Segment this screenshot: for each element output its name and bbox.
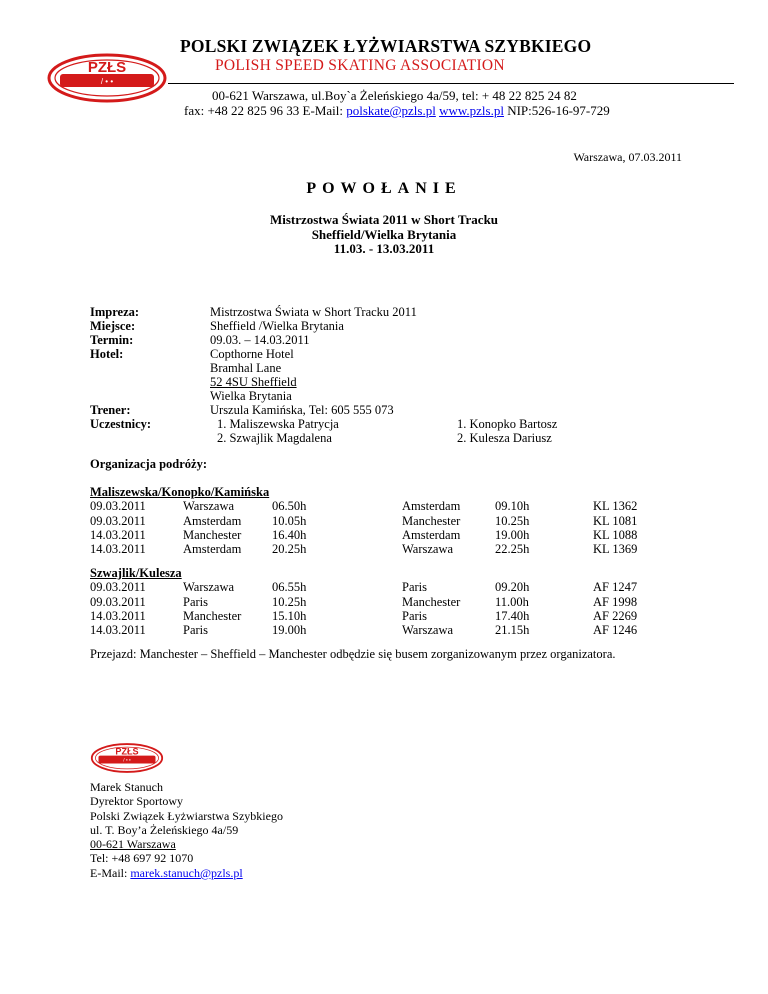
travel-cell: Amsterdam bbox=[183, 542, 242, 557]
travel-cell: KL 1369 bbox=[593, 542, 638, 557]
signatory-role: Dyrektor Sportowy bbox=[90, 794, 183, 809]
travel-cell: 17.40h bbox=[495, 608, 530, 623]
signatory-tel: Tel: +48 697 92 1070 bbox=[90, 851, 194, 866]
signature-logo bbox=[90, 742, 164, 774]
travel-cell: 09.20h bbox=[495, 580, 530, 595]
travel-cell: 09.03.2011 bbox=[90, 594, 146, 609]
travel-cell: Warszawa bbox=[183, 499, 235, 514]
signature-block bbox=[90, 780, 283, 880]
travel-cell: Amsterdam bbox=[402, 527, 461, 542]
travel-cell: Warszawa bbox=[402, 623, 454, 638]
termin-value: 09.03. – 14.03.2011 bbox=[210, 333, 310, 347]
website-link[interactable]: www.pzls.pl bbox=[439, 103, 504, 118]
logo-text: PZŁS bbox=[87, 59, 127, 76]
travel-cell: AF 1247 bbox=[593, 580, 638, 595]
participant-right-1: 1. Konopko Bartosz bbox=[457, 417, 558, 431]
address-line: 00-621 Warszawa, ul.Boy`a Żeleńskiego 4a/59, tel: + 48 22 825 24 82 bbox=[212, 88, 577, 103]
org-title: POLSKI ZWIĄZEK ŁYŻWIARSTWA SZYBKIEGO bbox=[180, 36, 592, 56]
hotel-postcode: 52 4SU Sheffield bbox=[210, 375, 297, 389]
signature-logo-text: PZŁS bbox=[115, 746, 139, 757]
signatory-email-label: E-Mail: bbox=[90, 865, 131, 880]
impreza-label: Impreza: bbox=[90, 305, 140, 319]
travel-cell: 16.40h bbox=[272, 527, 307, 542]
travel-cell: KL 1362 bbox=[593, 499, 638, 514]
hotel-name: Copthorne Hotel bbox=[210, 347, 294, 361]
travel-cell: 19.00h bbox=[272, 623, 307, 638]
travel-cell: 10.05h bbox=[272, 513, 307, 528]
hotel-label: Hotel: bbox=[90, 347, 124, 361]
travel-cell: Manchester bbox=[402, 513, 461, 528]
participant-left-2: 2. Szwajlik Magdalena bbox=[217, 431, 332, 445]
hotel-street: Bramhal Lane bbox=[210, 361, 282, 375]
termin-label: Termin: bbox=[90, 333, 134, 347]
impreza-value: Mistrzostwa Świata w Short Tracku 2011 bbox=[210, 305, 417, 319]
travel-section-title: Organizacja podróży: bbox=[90, 457, 207, 471]
travel-cell: KL 1088 bbox=[593, 527, 638, 542]
signatory-name: Marek Stanuch bbox=[90, 780, 163, 794]
travel-cell: AF 1998 bbox=[593, 594, 638, 609]
travel-cell: 10.25h bbox=[272, 594, 307, 609]
travel-cell: 09.03.2011 bbox=[90, 499, 146, 514]
transport-note: Przejazd: Manchester – Sheffield – Manchester odbędzie się busem zorganizowanym przez organizatora. bbox=[90, 647, 616, 661]
travel-cell: 22.25h bbox=[495, 542, 530, 557]
nip-text: NIP:526-16-97-729 bbox=[503, 103, 610, 118]
travel-cell: 10.25h bbox=[495, 513, 530, 528]
svg-text:/ • •: / • • bbox=[123, 758, 131, 764]
svg-text:/ • •: / • • bbox=[100, 77, 114, 86]
pzls-logo bbox=[46, 52, 168, 104]
travel-cell: 15.10h bbox=[272, 608, 307, 623]
event-dates: 11.03. - 13.03.2011 bbox=[333, 241, 435, 256]
travel-cell: AF 1246 bbox=[593, 623, 638, 638]
travel-cell: Amsterdam bbox=[402, 499, 461, 514]
miejsce-label: Miejsce: bbox=[90, 319, 136, 333]
document-date: Warszawa, 07.03.2011 bbox=[573, 150, 682, 164]
org-subtitle: POLISH SPEED SKATING ASSOCIATION bbox=[215, 57, 505, 74]
travel-group-title: Maliszewska/Konopko/Kamińska bbox=[90, 485, 270, 499]
travel-cell: Manchester bbox=[183, 527, 242, 542]
signatory-street: ul. T. Boy’a Żeleńskiego 4a/59 bbox=[90, 822, 239, 837]
travel-cell: Amsterdam bbox=[183, 513, 242, 528]
uczestnicy-label: Uczestnicy: bbox=[90, 417, 152, 431]
travel-cell: 06.55h bbox=[272, 580, 307, 595]
travel-cell: Warszawa bbox=[402, 542, 454, 557]
travel-cell: Paris bbox=[183, 594, 208, 609]
event-location: Sheffield/Wielka Brytania bbox=[311, 226, 457, 242]
travel-cell: Paris bbox=[402, 580, 427, 595]
travel-cell: Warszawa bbox=[183, 580, 235, 595]
header-divider bbox=[168, 83, 734, 84]
participant-left-1: 1. Maliszewska Patrycja bbox=[217, 417, 339, 431]
travel-cell: 14.03.2011 bbox=[90, 527, 146, 542]
travel-cell: 21.15h bbox=[495, 623, 530, 638]
travel-cell: 09.03.2011 bbox=[90, 513, 146, 528]
travel-cell: Paris bbox=[183, 623, 208, 638]
event-name: Mistrzostwa Świata 2011 w Short Tracku bbox=[269, 212, 499, 227]
signatory-email-link[interactable]: marek.stanuch@pzls.pl bbox=[130, 865, 243, 880]
document-heading: POWOŁANIE bbox=[306, 180, 462, 197]
travel-cell: 19.00h bbox=[495, 527, 530, 542]
travel-cell: Paris bbox=[402, 608, 427, 623]
hotel-country: Wielka Brytania bbox=[210, 389, 292, 403]
fax-text: fax: +48 22 825 96 33 E-Mail: bbox=[184, 103, 347, 118]
travel-cell: KL 1081 bbox=[593, 513, 638, 528]
signatory-city: 00-621 Warszawa bbox=[90, 837, 176, 852]
signatory-org: Polski Związek Łyżwiarstwa Szybkiego bbox=[90, 808, 283, 823]
contact-line bbox=[184, 103, 610, 119]
travel-cell: 11.00h bbox=[495, 594, 529, 609]
travel-group-title: Szwajlik/Kulesza bbox=[90, 566, 182, 580]
miejsce-value: Sheffield /Wielka Brytania bbox=[210, 319, 344, 333]
travel-cell: 14.03.2011 bbox=[90, 623, 146, 638]
travel-cell: AF 2269 bbox=[593, 608, 638, 623]
email-link[interactable]: polskate@pzls.pl bbox=[346, 103, 436, 118]
participant-right-2: 2. Kulesza Dariusz bbox=[457, 431, 552, 445]
trener-label: Trener: bbox=[90, 403, 131, 417]
travel-cell: 06.50h bbox=[272, 499, 307, 514]
event-title-block bbox=[0, 213, 768, 257]
travel-cell: 14.03.2011 bbox=[90, 608, 146, 623]
travel-cell: Manchester bbox=[183, 608, 242, 623]
travel-cell: 09.10h bbox=[495, 499, 530, 514]
trener-value: Urszula Kamińska, Tel: 605 555 073 bbox=[210, 403, 394, 417]
signatory-email-line bbox=[90, 866, 283, 880]
travel-cell: 20.25h bbox=[272, 542, 307, 557]
travel-cell: 09.03.2011 bbox=[90, 580, 146, 595]
travel-cell: Manchester bbox=[402, 594, 461, 609]
travel-cell: 14.03.2011 bbox=[90, 542, 146, 557]
